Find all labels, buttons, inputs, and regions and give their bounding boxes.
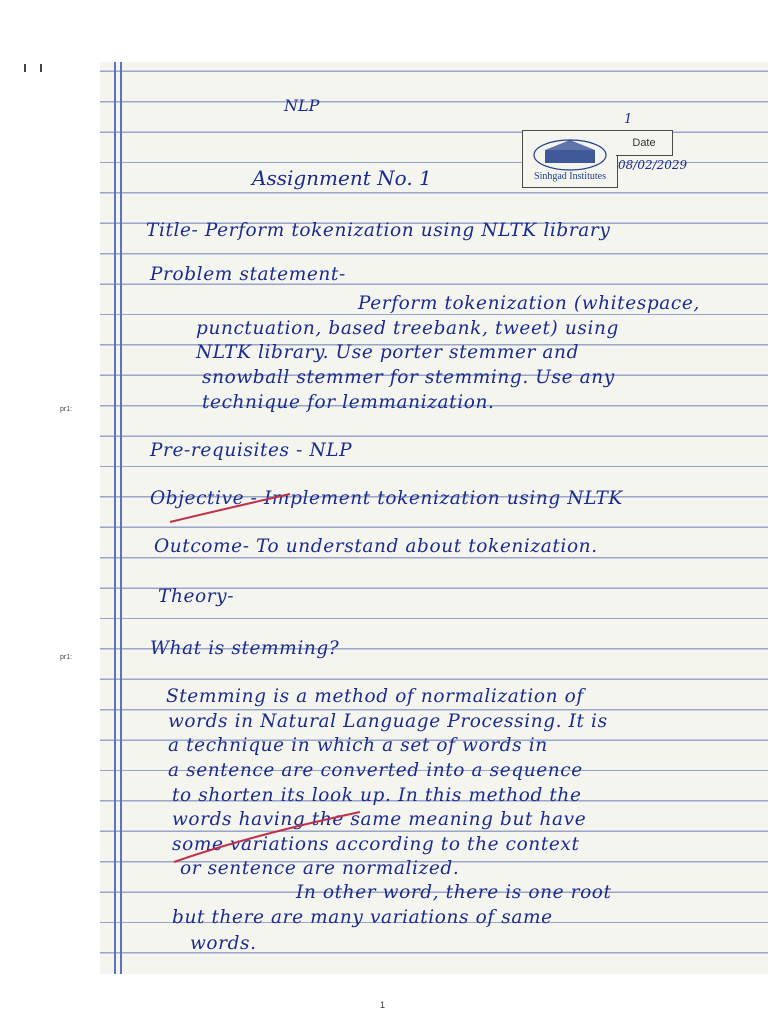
paragraph-line: words in Natural Language Processing. It is (168, 711, 608, 732)
paragraph-line: words. (190, 933, 257, 954)
paragraph-line: In other word, there is one root (296, 882, 612, 903)
margin-line (120, 62, 122, 974)
footer-page-number: 1 (380, 1000, 386, 1010)
paragraph-line: a sentence are converted into a sequence (168, 760, 583, 781)
teacher-check-mark (160, 490, 300, 530)
side-note: pr1: (60, 654, 73, 661)
problem-statement-line: snowball stemmer for stemming. Use any (202, 367, 615, 388)
outcome-line: Outcome- To understand about tokenization. (154, 536, 598, 557)
institute-stamp (522, 130, 618, 188)
problem-statement-line: punctuation, based treebank, tweet) using (196, 318, 619, 339)
paragraph-line: or sentence are normalized. (180, 858, 460, 879)
question-line: What is stemming? (150, 638, 340, 659)
problem-statement-label: Problem statement- (150, 264, 346, 285)
problem-statement-line: NLTK library. Use porter stemmer and (196, 342, 580, 363)
institute-name: Sinhgad Institutes (534, 171, 606, 182)
side-note: pr1: (60, 406, 73, 413)
paragraph-line: to shorten its look up. In this method the (172, 785, 582, 806)
paragraph-line: some variations according to the context (172, 834, 580, 855)
subject-heading: NLP (284, 96, 320, 115)
paragraph-line: Stemming is a method of normalization of (166, 686, 584, 707)
margin-line (114, 62, 116, 974)
paragraph-line: but there are many variations of same (172, 907, 553, 928)
paragraph-line: a technique in which a set of words in (168, 735, 548, 756)
edge-mark (24, 64, 26, 72)
problem-statement-line: technique for lemmanization. (202, 392, 495, 413)
title-line: Title- Perform tokenization using NLTK library (146, 220, 611, 241)
date-value: 08/02/2029 (618, 158, 688, 172)
assignment-heading: Assignment No. 1 (252, 166, 432, 190)
page-number: 1 (624, 112, 633, 127)
problem-statement-line: Perform tokenization (whitespace, (358, 293, 700, 314)
teacher-check-mark (168, 806, 368, 866)
institute-logo-icon (531, 135, 609, 171)
paragraph-line: words having the same meaning but have (172, 809, 587, 830)
objective-line: Objective - Implement tokenization using NLTK (150, 488, 623, 509)
prerequisites-line: Pre-requisites - NLP (150, 440, 353, 461)
date-label: Date (616, 130, 673, 156)
theory-label: Theory- (158, 586, 235, 607)
edge-mark (40, 64, 42, 72)
